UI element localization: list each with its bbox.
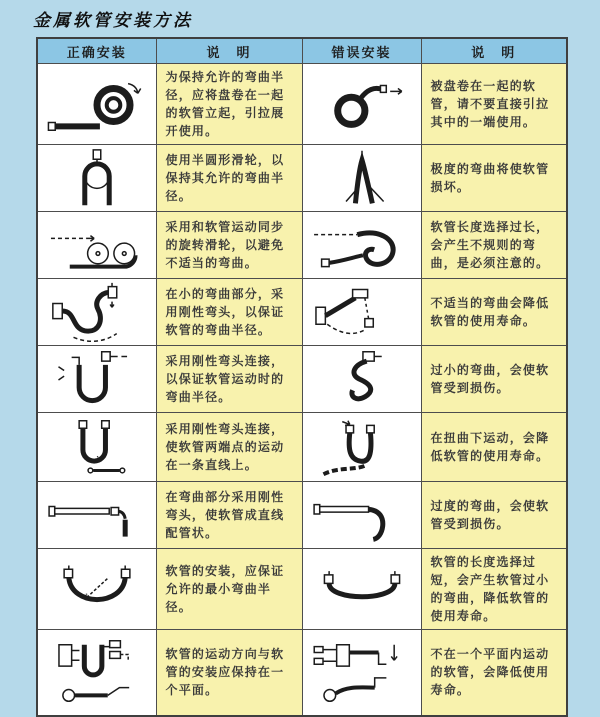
wrong-illustration-cell [302,346,421,413]
wrong-description: 不适当的弯曲会降低软管的使用寿命。 [421,279,567,346]
correct-description: 采用刚性弯头连接，使软管两端点的运动在一条直线上。 [156,413,302,482]
correct-description: 软管的运动方向与软管的安装应保持在一个平面。 [156,630,302,716]
table-row [37,413,567,482]
u-loop-endpoints-moving-in-line-illustration [44,416,150,478]
hose-over-semicircular-pulley-illustration [44,147,150,209]
too-small-bend-hook-illustration [309,348,415,410]
table-row [37,212,567,279]
u-loop-moving-under-torsion-illustration [309,416,415,478]
wrong-description: 软管的长度选择过短，会产生软管过小的弯曲，降低软管的使用寿命。 [421,549,567,630]
table-row [37,482,567,549]
header-wrong-install: 错误安装 [302,38,421,64]
correct-description: 采用刚性弯头连接，以保证软管运动时的弯曲半径。 [156,346,302,413]
correct-description: 软管的安装，应保证允许的最小弯曲半径。 [156,549,302,630]
correct-illustration-cell [37,64,156,145]
correct-illustration-cell [37,346,156,413]
wrong-description: 过小的弯曲，会使软管受到损伤。 [421,346,567,413]
correct-illustration-cell [37,279,156,346]
correct-description: 为保持允许的弯曲半径，应将盘卷在一起的软管立起，引拉展开使用。 [156,64,302,145]
correct-illustration-cell [37,482,156,549]
straight-piping-with-rigid-elbow-illustration [44,484,150,546]
wrong-illustration-cell [302,145,421,212]
wrong-illustration-cell [302,64,421,145]
correct-description: 在弯曲部分采用刚性弯头，使软管成直线配管状。 [156,482,302,549]
table-row [37,549,567,630]
table-row [37,279,567,346]
motion-out-of-plane-assembly-illustration [308,633,416,711]
hose-pinched-extreme-bend-illustration [309,147,415,209]
correct-description: 在小的弯曲部分，采用刚性弯头，以保证软管的弯曲半径。 [156,279,302,346]
table-row [37,346,567,413]
wrong-description: 极度的弯曲将使软管损坏。 [421,145,567,212]
correct-description: 使用半圆形滑轮，以保持其允许的弯曲半径。 [156,145,302,212]
table-row [37,630,567,716]
rigid-elbow-connected-u-loop-illustration [44,348,150,410]
too-short-hose-flat-u-illustration [309,558,415,620]
table-row [37,145,567,212]
wrong-illustration-cell [302,630,421,716]
header-description-2: 说 明 [421,38,567,64]
rigid-elbow-at-small-bend-illustration [44,281,150,343]
correct-illustration-cell [37,549,156,630]
correct-illustration-cell [37,630,156,716]
table-row [37,64,567,145]
wrong-illustration-cell [302,482,421,549]
wrong-description: 过度的弯曲，会使软管受到损伤。 [421,482,567,549]
correct-illustration-cell [37,145,156,212]
wrong-description: 被盘卷在一起的软管，请不要直接引拉其中的一端使用。 [421,64,567,145]
coiled-hose-pulled-from-end-illustration [308,70,416,138]
correct-illustration-cell [37,413,156,482]
coiled-hose-stood-upright-illustration [43,70,151,138]
page-title: 金属软管安装方法 [33,11,193,31]
motion-in-same-plane-assembly-illustration [43,633,151,711]
wrong-illustration-cell [302,212,421,279]
improper-sharp-bend-between-fittings-illustration [309,281,415,343]
wrong-illustration-cell [302,549,421,630]
excessive-end-bend-illustration [309,484,415,546]
minimum-bend-radius-u-illustration [44,558,150,620]
installation-method-table [36,37,568,717]
correct-description: 采用和软管运动同步的旋转滑轮，以避免不适当的弯曲。 [156,212,302,279]
wrong-description: 不在一个平面内运动的软管，会降低使用寿命。 [421,630,567,716]
header-description-1: 说 明 [156,38,302,64]
header-row [37,38,567,64]
wrong-description: 在扭曲下运动，会降低软管的使用寿命。 [421,413,567,482]
correct-illustration-cell [37,212,156,279]
wrong-description: 软管长度选择过长，会产生不规则的弯曲，是必须注意的。 [421,212,567,279]
hose-on-synchronized-rotating-pulleys-illustration [44,214,150,276]
wrong-illustration-cell [302,279,421,346]
over-long-hose-irregular-loop-illustration [309,214,415,276]
header-correct-install: 正确安装 [37,38,156,64]
wrong-illustration-cell [302,413,421,482]
